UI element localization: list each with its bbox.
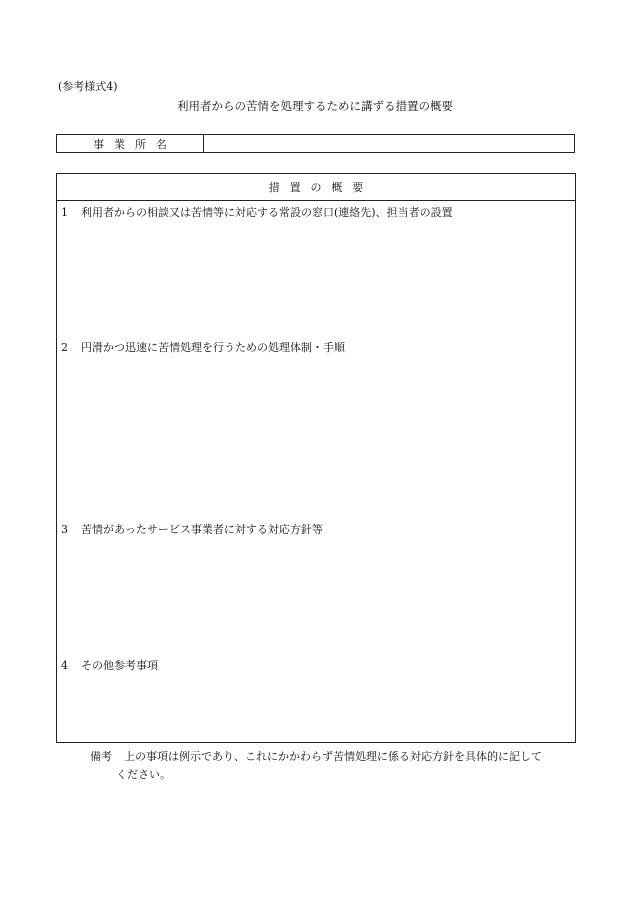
measures-table	[56, 173, 576, 743]
measure-item-number: 4	[61, 659, 68, 672]
remarks-text-1: 上の事項は例示であり、これにかかわらず苦情処理に係る対応方針を具体的に記して	[124, 750, 542, 763]
measure-item-text: その他参考事項	[81, 659, 158, 672]
measure-item-text: 利用者からの相談又は苦情等に対応する常設の窓口(連絡先)、担当者の設置	[81, 206, 453, 219]
remarks-text-2: ください。	[116, 768, 171, 781]
measure-item-number: 3	[61, 523, 68, 536]
measure-item-4[interactable]	[61, 659, 158, 673]
measure-item-3[interactable]	[61, 523, 323, 537]
measure-item-text: 円滑かつ迅速に苦情処理を行うための処理体制・手順	[81, 341, 345, 354]
form-label: (参考様式4)	[58, 80, 118, 93]
measures-header: 措置の概要	[57, 174, 575, 201]
measure-item-number: 1	[61, 206, 68, 219]
office-name-table	[56, 134, 575, 153]
remarks-line-1	[90, 748, 580, 766]
office-name-label: 事業所名	[57, 135, 204, 152]
measure-item-1[interactable]	[61, 206, 453, 220]
remarks-label: 備考	[90, 750, 112, 763]
measure-item-text: 苦情があったサービス事業者に対する対応方針等	[81, 523, 323, 536]
document-title: 利用者からの苦情を処理するために講ずる措置の概要	[177, 99, 453, 113]
office-name-field[interactable]	[204, 135, 574, 152]
remarks-note	[90, 748, 580, 784]
measure-item-2[interactable]	[61, 341, 345, 355]
measure-item-number: 2	[61, 341, 68, 354]
